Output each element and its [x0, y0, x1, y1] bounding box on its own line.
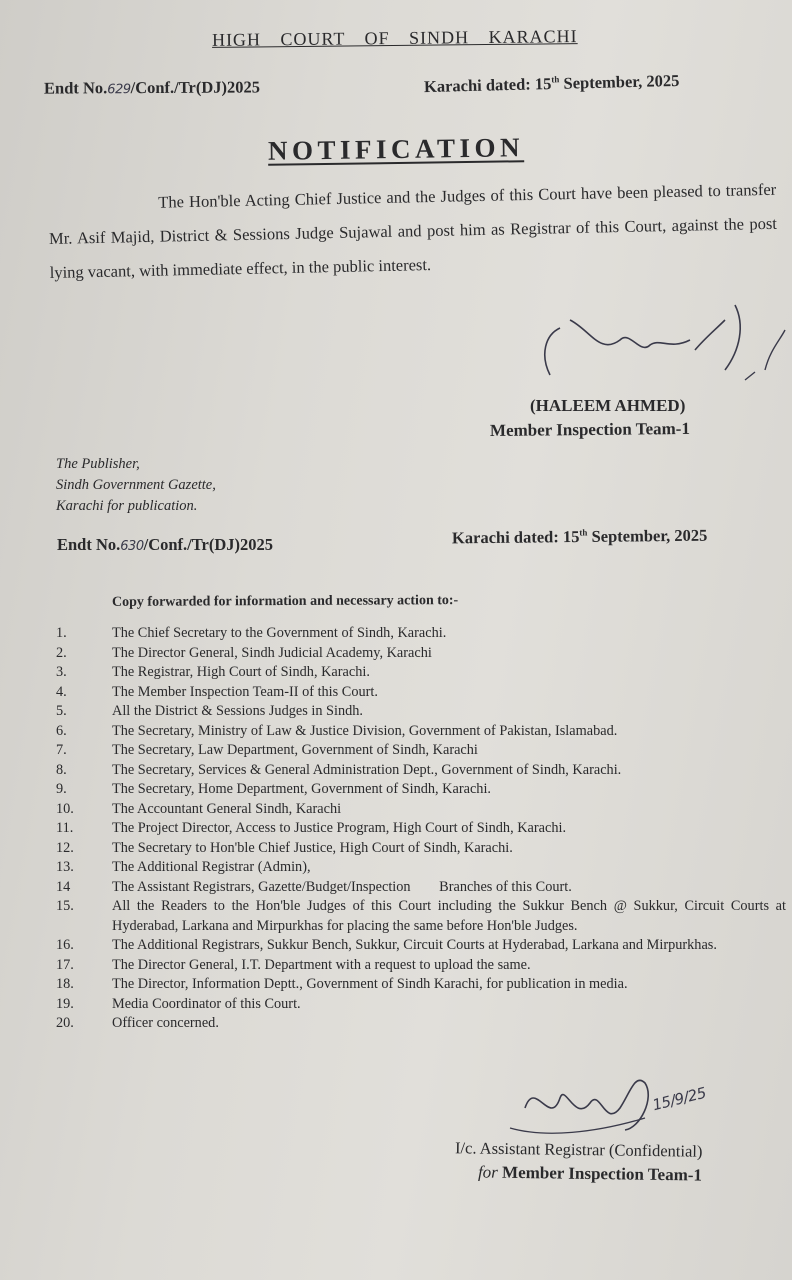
signatory-2-line1: I/c. Assistant Registrar (Confidential)	[454, 1138, 703, 1161]
signatory-1-designation: Member Inspection Team-1	[489, 418, 690, 441]
list-item: 6. The Secretary, Ministry of Law & Justice Division, Government of Pakistan, Islamabad.	[56, 722, 618, 739]
list-item: 5. All the District & Sessions Judges in Sindh.	[56, 703, 363, 719]
handwritten-date: 15/9/25	[650, 1083, 708, 1115]
list-item: 11. The Project Director, Access to Justice Program, High Court of Sindh, Karachi.	[56, 820, 567, 836]
copy-forwarded-heading: Copy forwarded for information and necessary action to:-	[111, 593, 459, 610]
list-item: 1. The Chief Secretary to the Government of Sindh, Karachi.	[56, 625, 447, 641]
list-item: 12. The Secretary to Hon'ble Chief Justice, High Court of Sindh, Karachi.	[56, 839, 513, 856]
notification-title: NOTIFICATION	[267, 132, 525, 166]
recipients-list	[56, 624, 786, 1034]
list-item: 17. The Director General, I.T. Department with a request to upload the same.	[56, 956, 531, 973]
list-item: 3. The Registrar, High Court of Sindh, Karachi.	[56, 664, 370, 680]
handwritten-endt-number-1: 629	[107, 82, 131, 98]
court-header-title: HIGH COURT OF SINDH KARACHI	[211, 26, 578, 50]
date-line-2: Karachi dated: 15th September, 2025	[451, 525, 708, 548]
list-item: 10. The Accountant General Sindh, Karachi	[56, 800, 342, 817]
list-item: 20. Officer concerned.	[56, 1015, 219, 1031]
list-item: 16. The Additional Registrars, Sukkur Bench, Sukkur, Circuit Courts at Hyderabad, Larkana and Mirpurkhas.	[56, 937, 717, 953]
endt-number-1: Endt No.629/Conf./Tr(DJ)2025	[43, 77, 261, 98]
list-item: 2. The Director General, Sindh Judicial Academy, Karachi	[56, 644, 432, 661]
date-line-1: Karachi dated: 15th September, 2025	[423, 70, 680, 97]
list-item: 13. The Additional Registrar (Admin),	[56, 859, 311, 875]
signature-2-scribble	[505, 1068, 745, 1148]
publisher-block: The Publisher, Sindh Government Gazette, Karachi for publication.	[56, 456, 216, 514]
list-item: 9. The Secretary, Home Department, Government of Sindh, Karachi.	[56, 781, 491, 797]
list-item: 4. The Member Inspection Team-II of this Court.	[56, 683, 378, 700]
signatory-2-line2: for Member Inspection Team-1	[477, 1162, 703, 1185]
handwritten-endt-number-2: 630	[120, 539, 144, 554]
list-item: 8. The Secretary, Services & General Administration Dept., Government of Sindh, Karachi.	[56, 761, 622, 778]
signatory-1-name: (HALEEM AHMED)	[530, 396, 686, 415]
notification-body-text: The Hon'ble Acting Chief Justice and the Judges of this Court have been pleased to transfer Mr. Asif Majid, District & Sessions Judge Sujawal and post him as Registrar of this Court, against the post lying vacant, with immediate effect, in the public interest.	[48, 179, 778, 282]
endt-number-2: Endt No.630/Conf./Tr(DJ)2025	[57, 535, 273, 554]
signature-1-scribble	[530, 300, 790, 390]
list-item: 7. The Secretary, Law Department, Government of Sindh, Karachi	[56, 742, 478, 758]
list-item: 14 The Assistant Registrars, Gazette/Budget/Inspection Branches of this Court.	[56, 878, 572, 895]
list-item: 18. The Director, Information Deptt., Government of Sindh Karachi, for publication in media.	[56, 976, 628, 992]
list-item: 19. Media Coordinator of this Court.	[56, 995, 301, 1012]
list-item: 15. All the Readers to the Hon'ble Judges of this Court including the Sukkur Bench @ Sukkur, Circuit Courts at Hyderabad, Larkana and Mirpurkhas for placing the same before Hon'ble Judges.	[56, 898, 786, 934]
notification-body	[48, 173, 778, 290]
